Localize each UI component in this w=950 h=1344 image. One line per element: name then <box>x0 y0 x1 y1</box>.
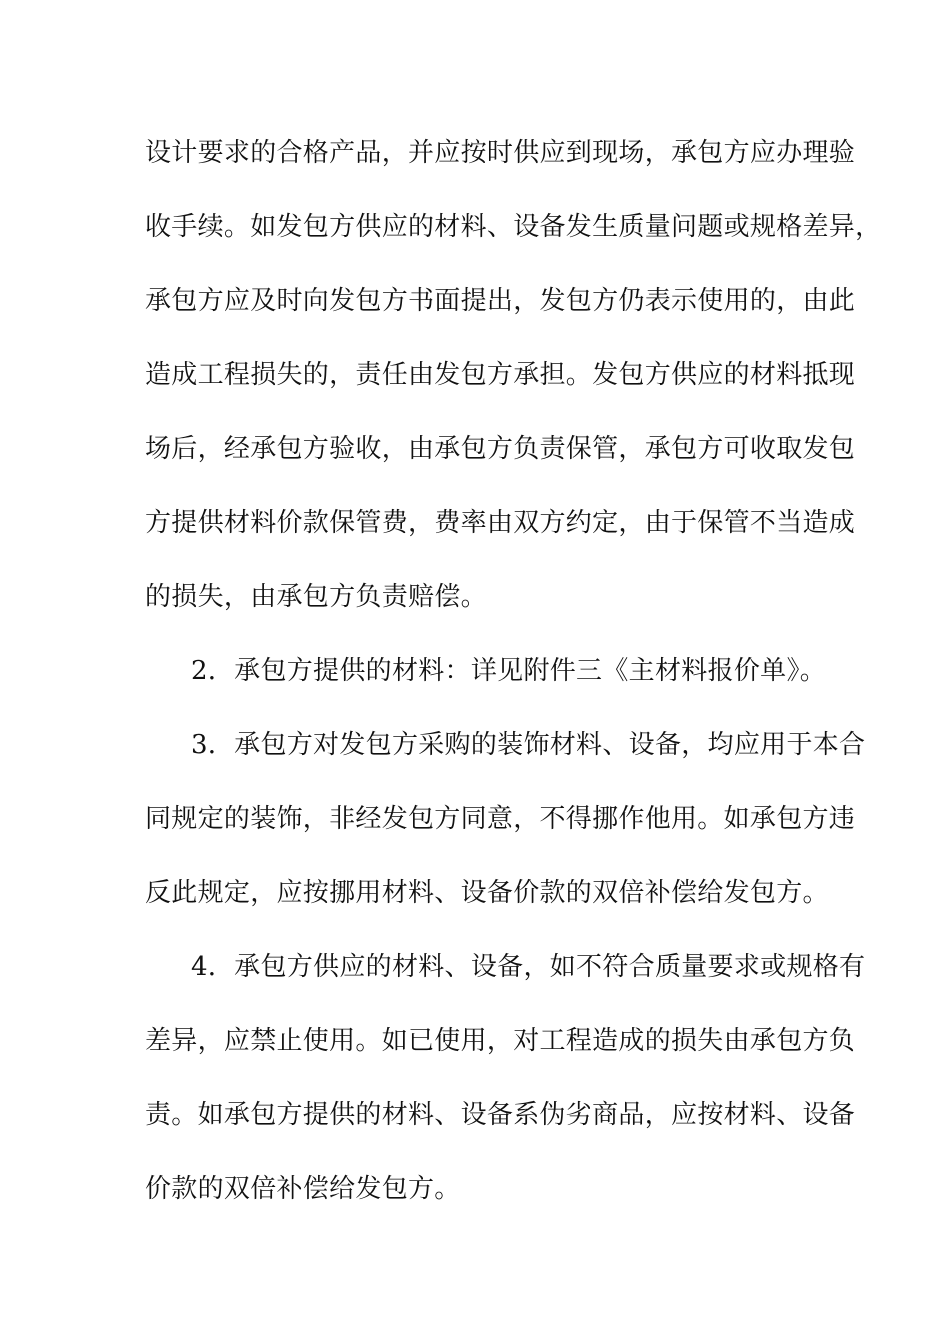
text-line-5: 场后，经承包方验收，由承包方负责保管，承包方可收取发包 <box>145 434 856 464</box>
text-line-7: 的损失，由承包方负责赔偿。 <box>145 582 487 612</box>
text-line-2: 收手续。如发包方供应的材料、设备发生质量问题或规格差异， <box>145 212 882 242</box>
text-line-15: 价款的双倍补偿给发包方。 <box>145 1174 461 1204</box>
text-line-3: 承包方应及时向发包方书面提出，发包方仍表示使用的，由此 <box>145 286 856 316</box>
text-line-9: 3．承包方对发包方采购的装饰材料、设备，均应用于本合 <box>191 730 866 760</box>
text-line-10: 同规定的装饰，非经发包方同意，不得挪作他用。如承包方违 <box>145 804 856 834</box>
text-line-12: 4．承包方供应的材料、设备，如不符合质量要求或规格有 <box>191 952 866 982</box>
text-line-6: 方提供材料价款保管费，费率由双方约定，由于保管不当造成 <box>145 508 856 538</box>
text-line-11: 反此规定，应按挪用材料、设备价款的双倍补偿给发包方。 <box>145 878 829 908</box>
text-line-1: 设计要求的合格产品，并应按时供应到现场，承包方应办理验 <box>145 138 856 168</box>
text-line-4: 造成工程损失的，责任由发包方承担。发包方供应的材料抵现 <box>145 360 856 390</box>
text-line-14: 责。如承包方提供的材料、设备系伪劣商品，应按材料、设备 <box>145 1100 856 1130</box>
text-line-8: 2．承包方提供的材料：详见附件三《主材料报价单》。 <box>191 656 827 686</box>
document-body <box>145 127 882 1237</box>
text-line-13: 差异，应禁止使用。如已使用，对工程造成的损失由承包方负 <box>145 1026 856 1056</box>
